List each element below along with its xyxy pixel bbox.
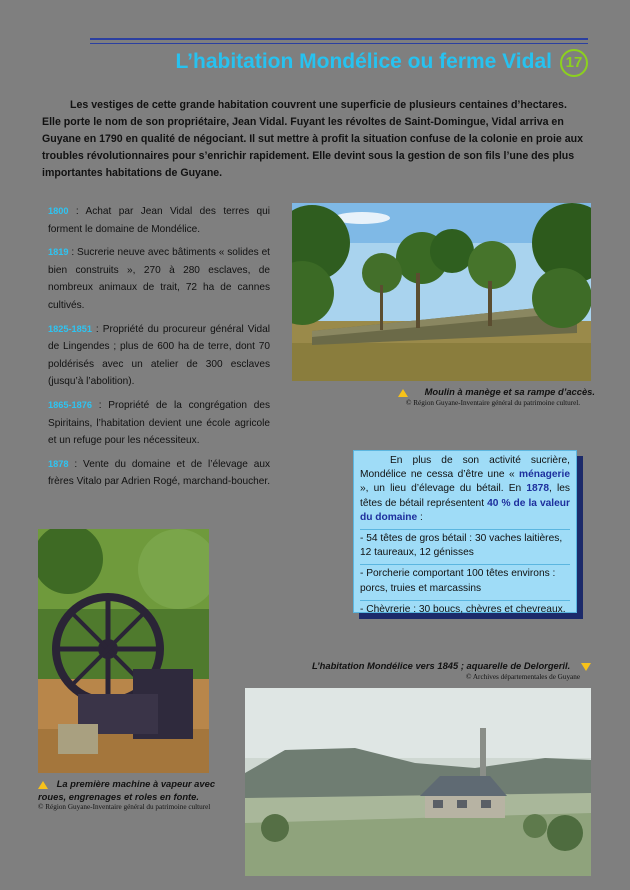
infobox-emphasis: ménagerie bbox=[519, 469, 570, 481]
infobox-text: , les têtes de bétail représentent bbox=[360, 483, 571, 509]
infobox-text: : bbox=[417, 511, 423, 523]
header-rule-bottom bbox=[90, 43, 588, 44]
timeline-year: 1825-1851 bbox=[48, 323, 92, 334]
triangle-up-icon bbox=[398, 389, 408, 397]
timeline-text: : Sucrerie neuve avec bâtiments « solides et bien construits », 270 à 280 esclaves, de nombreux animaux de trait, 72 ha de cannes cultivés. bbox=[48, 247, 270, 311]
triangle-up-icon bbox=[38, 781, 48, 789]
page-number-badge: 17 bbox=[560, 49, 588, 77]
caption-text: roues, engrenages et roles en fonte. bbox=[38, 791, 199, 802]
infobox-emphasis: 40 % de la valeur du domaine bbox=[360, 497, 570, 523]
page-title: L’habitation Mondélice ou ferme Vidal bbox=[175, 50, 552, 73]
intro-paragraph: Les vestiges de cette grande habitation couvrent une superficie de plusieurs centaines d’hectares. Elle porte le nom de son propriétaire, Jean Vidal. Fuyant les révoltes de Saint-Domingue, Vidal arriva en Guyane en 1790 en qualité de négociant. Il sut mettre à profit la situation confuse de la colonie en proie aux troubles révolutionnaires pour s’enrichir rapidement. Elle devint sous la gestion de son fils l’une des plus importantes habitations de Guyane. bbox=[42, 99, 583, 179]
header-rule-top bbox=[90, 38, 588, 40]
photo-steam-caption bbox=[38, 777, 215, 803]
timeline-item bbox=[48, 397, 270, 450]
timeline-item bbox=[48, 456, 270, 491]
timeline-item bbox=[48, 203, 270, 238]
watercolor-credit: © Archives départementales de Guyane bbox=[466, 673, 581, 681]
timeline-year: 1800 bbox=[48, 206, 69, 216]
infobox-item: - Chèvrerie : 30 boucs, chèvres et chevreaux. bbox=[360, 600, 570, 617]
photo-mill-ruins bbox=[292, 203, 591, 381]
timeline-text: : Propriété du procureur général Vidal de Lingendes ; plus de 600 ha de terre, dont 70 poldérisés avec un atelier de 300 esclaves (jusqu’à l’abolition). bbox=[48, 323, 270, 388]
watercolor-painting bbox=[245, 688, 591, 876]
infobox-item: - 54 têtes de gros bétail : 30 vaches laitières, 12 taureaux, 12 génisses bbox=[360, 529, 570, 560]
caption-text: L’habitation Mondélice vers 1845 ; aquarelle de Delorgeril. bbox=[312, 660, 571, 671]
infobox-text: », un lieu d’élevage du bétail. En bbox=[360, 483, 527, 495]
infobox-year: 1878 bbox=[526, 483, 549, 495]
timeline bbox=[48, 203, 270, 497]
triangle-down-icon bbox=[581, 663, 591, 671]
photo-mill-caption bbox=[398, 386, 595, 397]
timeline-year: 1819 bbox=[48, 247, 69, 258]
infobox-item: - Porcherie comportant 100 têtes environs : porcs, truies et marcassins bbox=[360, 564, 570, 595]
timeline-item bbox=[48, 321, 270, 391]
infobox-text: En plus de son activité sucrière, Mondélice ne cessa d’être une « bbox=[360, 455, 570, 481]
timeline-item bbox=[48, 244, 270, 314]
caption-text: Moulin à manège et sa rampe d’accès. bbox=[424, 386, 595, 397]
timeline-text: : Propriété de la congrégation des Spiritains, l’habitation devient une école agricole et un refuge pour les nécessiteux. bbox=[48, 399, 270, 447]
infobox-intro bbox=[360, 454, 570, 525]
timeline-text: : Vente du domaine et de l’élevage aux frères Vitalo par Adrien Rogé, marchand-boucher. bbox=[48, 458, 271, 488]
timeline-text: : Achat par Jean Vidal des terres qui forment le domaine de Mondélice. bbox=[48, 206, 270, 235]
caption-text: La première machine à vapeur avec bbox=[56, 778, 216, 789]
menagerie-infobox bbox=[353, 450, 577, 613]
photo-mill-credit: © Région Guyane-Inventaire général du patrimoine culturel. bbox=[406, 399, 581, 407]
watercolor-caption bbox=[312, 660, 591, 671]
timeline-year: 1865-1876 bbox=[48, 399, 92, 410]
photo-steam-credit: © Région Guyane-Inventaire général du patrimoine culturel bbox=[38, 803, 211, 811]
photo-steam-machine bbox=[38, 529, 209, 773]
timeline-year: 1878 bbox=[48, 458, 69, 469]
